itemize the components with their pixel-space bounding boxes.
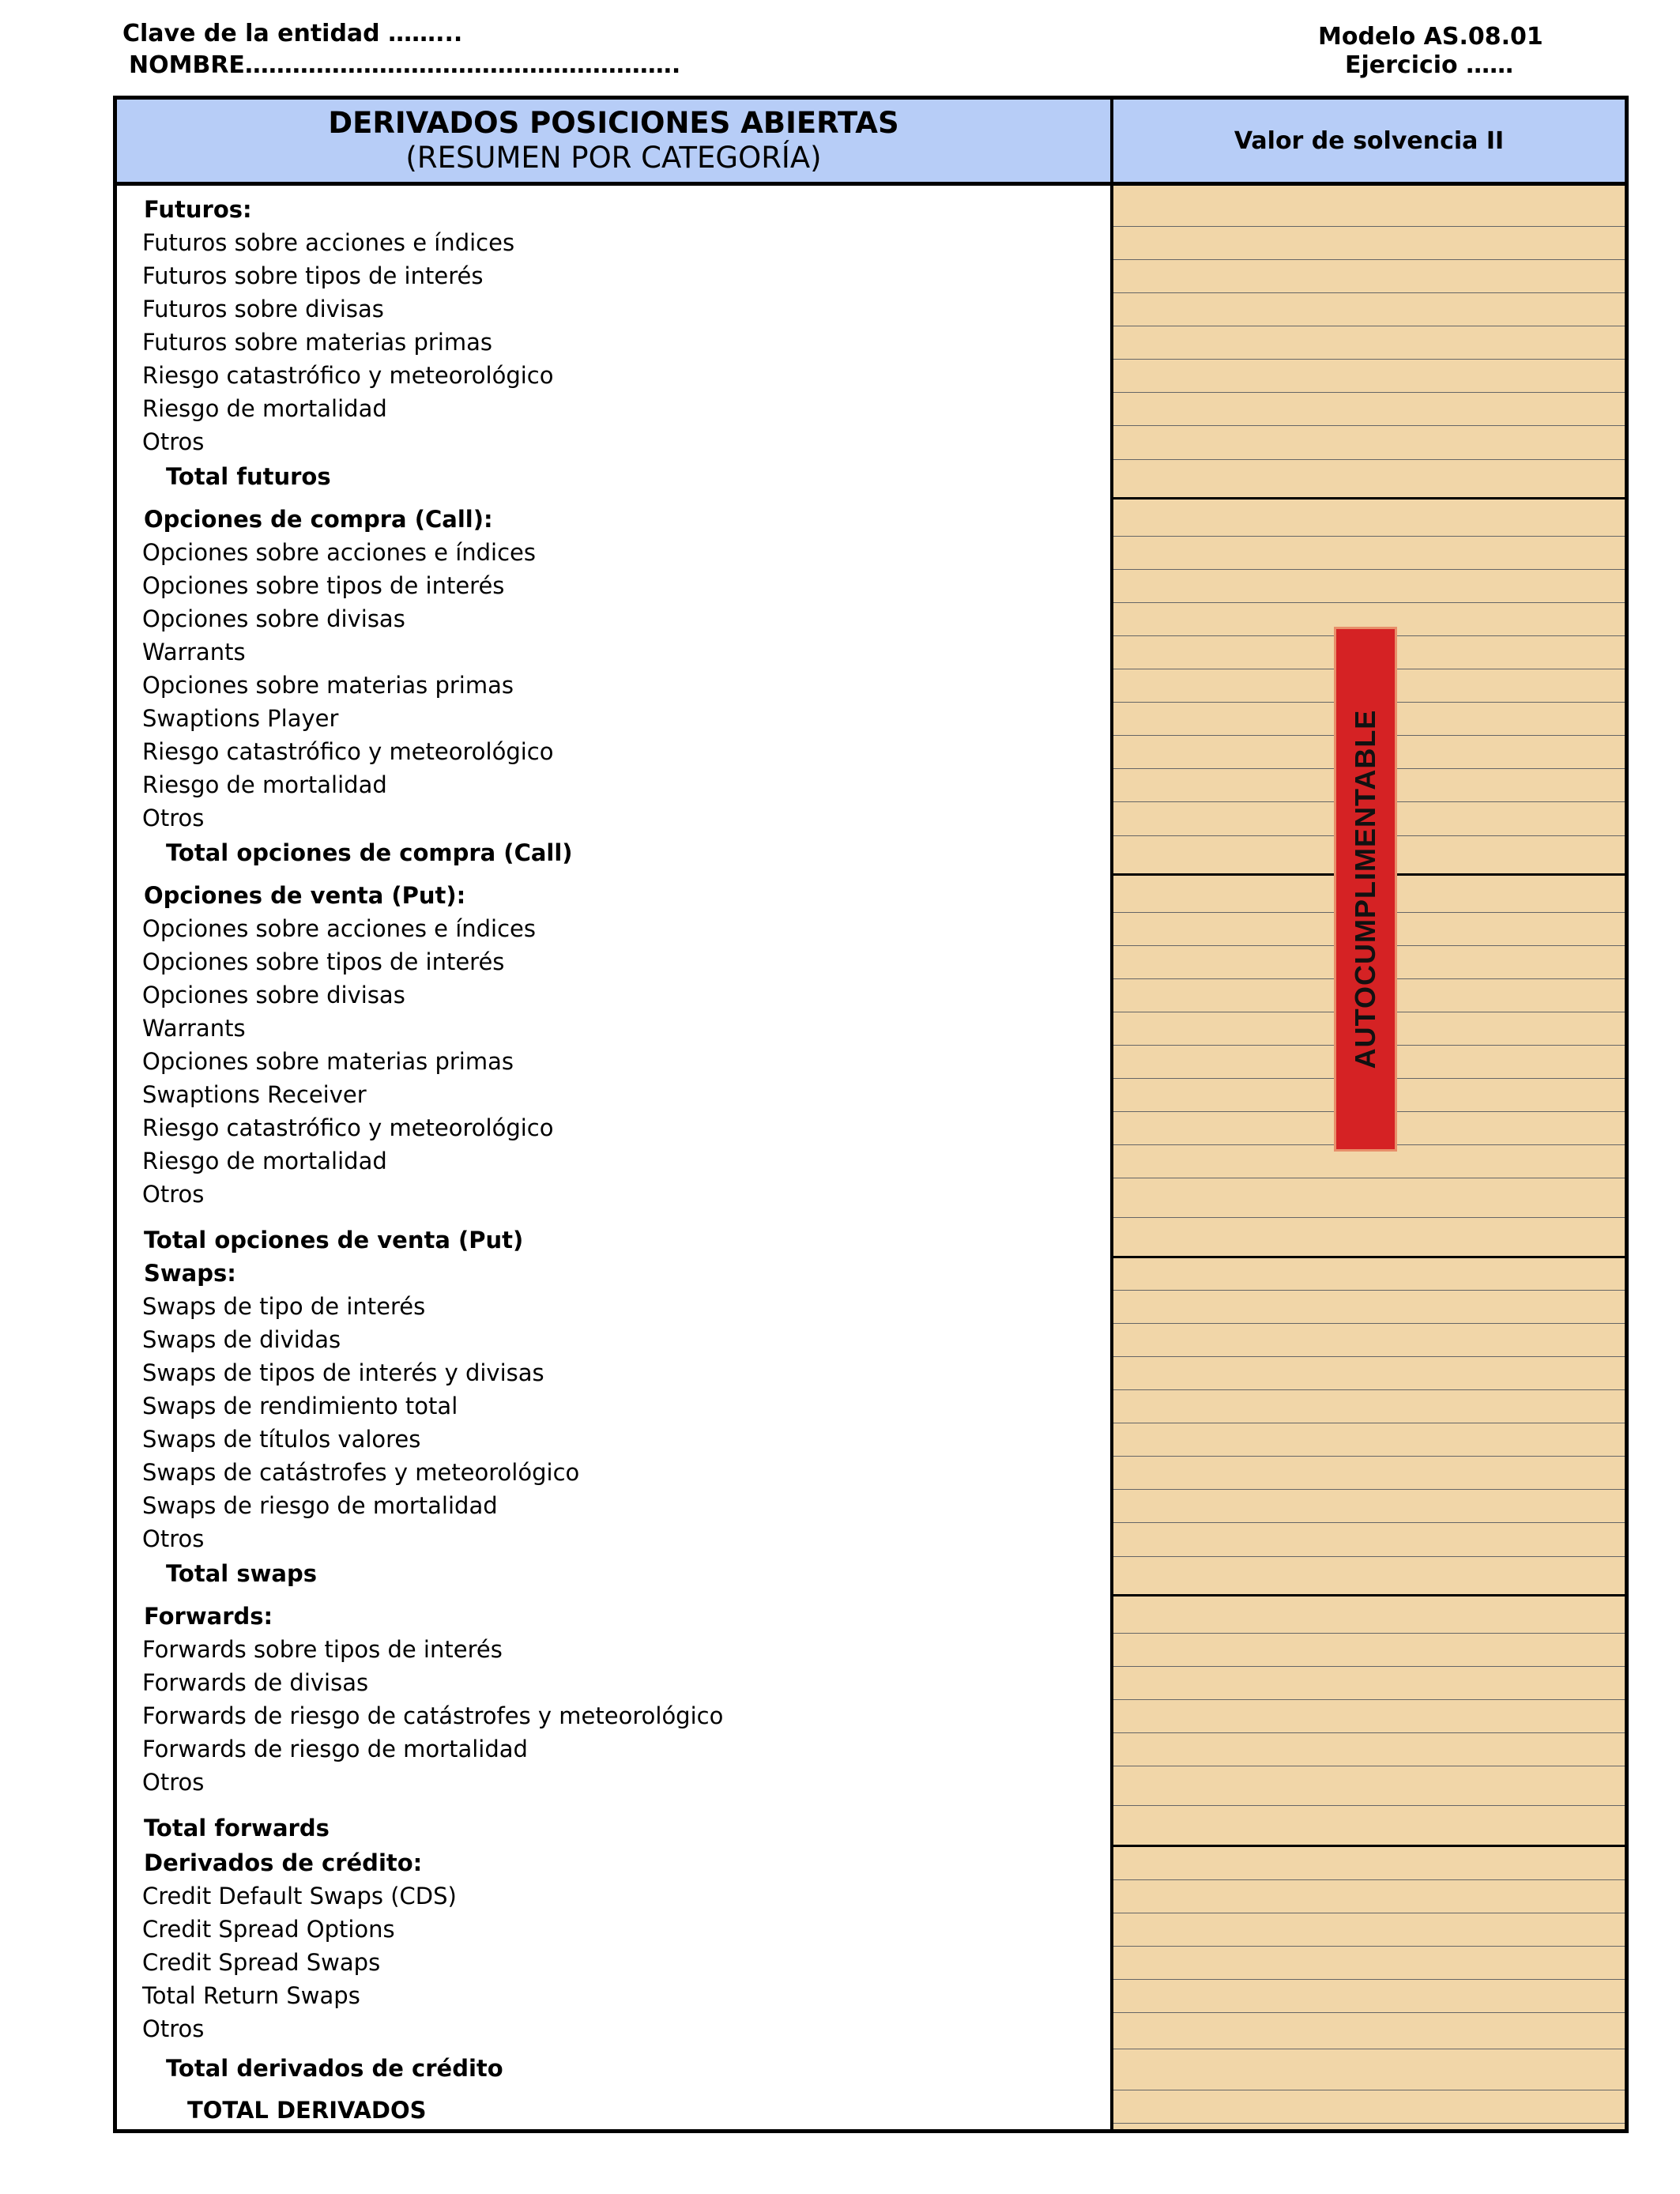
table-subtitle: (RESUMEN POR CATEGORÍA)	[405, 141, 822, 175]
row-label: Riesgo catastrófico y meteorológico	[142, 738, 554, 765]
row-label: Otros	[142, 805, 205, 831]
table-title-header	[117, 100, 1110, 182]
row-label: Total opciones de compra (Call)	[166, 839, 573, 866]
row-label: Riesgo catastrófico y meteorológico	[142, 1114, 554, 1141]
stamp-text: AUTOCUMPLIMENTABLE	[1349, 709, 1381, 1069]
row-label: Total derivados de crédito	[166, 2055, 503, 2082]
cell-border	[1113, 1556, 1625, 1557]
fiscal-year-label: Ejercicio ……	[1345, 51, 1514, 79]
cell-border	[1113, 1805, 1625, 1806]
row-label: Opciones sobre acciones e índices	[142, 539, 536, 566]
row-label: Total Return Swaps	[142, 1982, 360, 2009]
row-label: Riesgo de mortalidad	[142, 395, 387, 422]
cell-border	[1113, 459, 1625, 460]
row-label: Riesgo catastrófico y meteorológico	[142, 362, 554, 389]
row-label: Otros	[142, 1769, 205, 1796]
row-label: Total opciones de venta (Put)	[144, 1227, 524, 1253]
row-label: Swaps de tipo de interés	[142, 1293, 426, 1320]
row-label: Credit Spread Swaps	[142, 1949, 381, 1976]
row-label: Warrants	[142, 1015, 246, 1042]
row-label: Opciones sobre tipos de interés	[142, 572, 505, 599]
row-label: Riesgo de mortalidad	[142, 771, 387, 798]
cell-border	[1113, 1633, 1625, 1634]
row-label: Credit Default Swaps (CDS)	[142, 1883, 457, 1909]
cell-border	[1113, 1979, 1625, 1980]
cell-border	[1113, 2012, 1625, 2013]
row-label: Swaptions Receiver	[142, 1081, 367, 1108]
row-label: Derivados de crédito:	[144, 1849, 423, 1876]
row-label: Forwards sobre tipos de interés	[142, 1636, 503, 1663]
row-label: Otros	[142, 1525, 205, 1552]
row-label: Forwards de divisas	[142, 1669, 369, 1696]
row-label: Swaptions Player	[142, 705, 339, 732]
row-label: Opciones de venta (Put):	[144, 882, 466, 909]
cell-border	[1113, 425, 1625, 426]
cell-border	[1113, 1456, 1625, 1457]
row-label: Total forwards	[144, 1815, 330, 1842]
row-label: Forwards de riesgo de catástrofes y meteorológico	[142, 1702, 724, 1729]
row-label: Swaps:	[144, 1260, 236, 1287]
cell-border	[1113, 497, 1625, 499]
row-label: Opciones sobre materias primas	[142, 672, 514, 699]
cell-border	[1113, 1323, 1625, 1324]
cell-border	[1113, 1356, 1625, 1357]
row-label: Opciones sobre materias primas	[142, 1048, 514, 1075]
cell-border	[1113, 1256, 1625, 1258]
row-label: Futuros sobre divisas	[142, 296, 384, 322]
row-label: Otros	[142, 1181, 205, 1208]
cell-border	[1113, 1699, 1625, 1700]
row-label: Futuros sobre acciones e índices	[142, 229, 515, 256]
row-label: Total futuros	[166, 463, 331, 490]
cell-border	[1113, 292, 1625, 293]
row-label: Swaps de títulos valores	[142, 1426, 421, 1453]
cell-border	[1113, 536, 1625, 537]
row-label: Warrants	[142, 639, 246, 665]
value-column-header	[1113, 100, 1625, 182]
value-cells[interactable]	[1113, 186, 1625, 2129]
cell-border	[1113, 259, 1625, 260]
row-label: Forwards de riesgo de mortalidad	[142, 1736, 528, 1762]
value-column-label: Valor de solvencia II	[1234, 126, 1505, 155]
cell-border	[1113, 1290, 1625, 1291]
row-label: Swaps de rendimiento total	[142, 1393, 458, 1419]
cell-border	[1113, 1732, 1625, 1733]
cell-border	[1113, 1594, 1625, 1596]
row-label: TOTAL DERIVADOS	[187, 2097, 427, 2124]
cell-border	[1113, 1389, 1625, 1390]
row-label: Opciones sobre tipos de interés	[142, 948, 505, 975]
cell-border	[1113, 1489, 1625, 1490]
row-label: Swaps de dividas	[142, 1326, 341, 1353]
row-label: Forwards:	[144, 1603, 273, 1630]
table-title: DERIVADOS POSICIONES ABIERTAS	[328, 106, 899, 140]
cell-border	[1113, 226, 1625, 227]
row-label: Futuros sobre materias primas	[142, 329, 493, 356]
row-label: Swaps de riesgo de mortalidad	[142, 1492, 498, 1519]
row-label: Futuros sobre tipos de interés	[142, 262, 484, 289]
row-label: Swaps de tipos de interés y divisas	[142, 1359, 544, 1386]
cell-border	[1113, 1217, 1625, 1218]
cell-border	[1113, 1666, 1625, 1667]
cell-border	[1113, 392, 1625, 393]
entity-code-label: Clave de la entidad ……...	[122, 20, 463, 47]
cell-border	[1113, 1879, 1625, 1880]
cell-border	[1113, 1522, 1625, 1523]
row-label: Otros	[142, 2015, 205, 2042]
row-label: Swaps de catástrofes y meteorológico	[142, 1459, 580, 1486]
cell-border	[1113, 1845, 1625, 1847]
cell-border	[1113, 602, 1625, 603]
row-label: Opciones sobre acciones e índices	[142, 915, 536, 942]
row-label: Opciones sobre divisas	[142, 982, 405, 1008]
cell-border	[1113, 1946, 1625, 1947]
row-label: Credit Spread Options	[142, 1916, 395, 1943]
cell-border	[1113, 569, 1625, 570]
row-label: Opciones de compra (Call):	[144, 506, 493, 533]
cell-border	[1113, 2123, 1625, 2124]
row-label: Futuros:	[144, 196, 252, 223]
row-label: Riesgo de mortalidad	[142, 1148, 387, 1174]
row-label: Otros	[142, 428, 205, 455]
cell-border	[1113, 359, 1625, 360]
autocumplimentable-stamp	[1334, 627, 1397, 1152]
model-code: Modelo AS.08.01	[1318, 23, 1543, 51]
entity-name-label: NOMBRE……………………………………………….	[129, 51, 681, 79]
row-label: Opciones sobre divisas	[142, 605, 405, 632]
row-label: Total swaps	[166, 1560, 317, 1587]
